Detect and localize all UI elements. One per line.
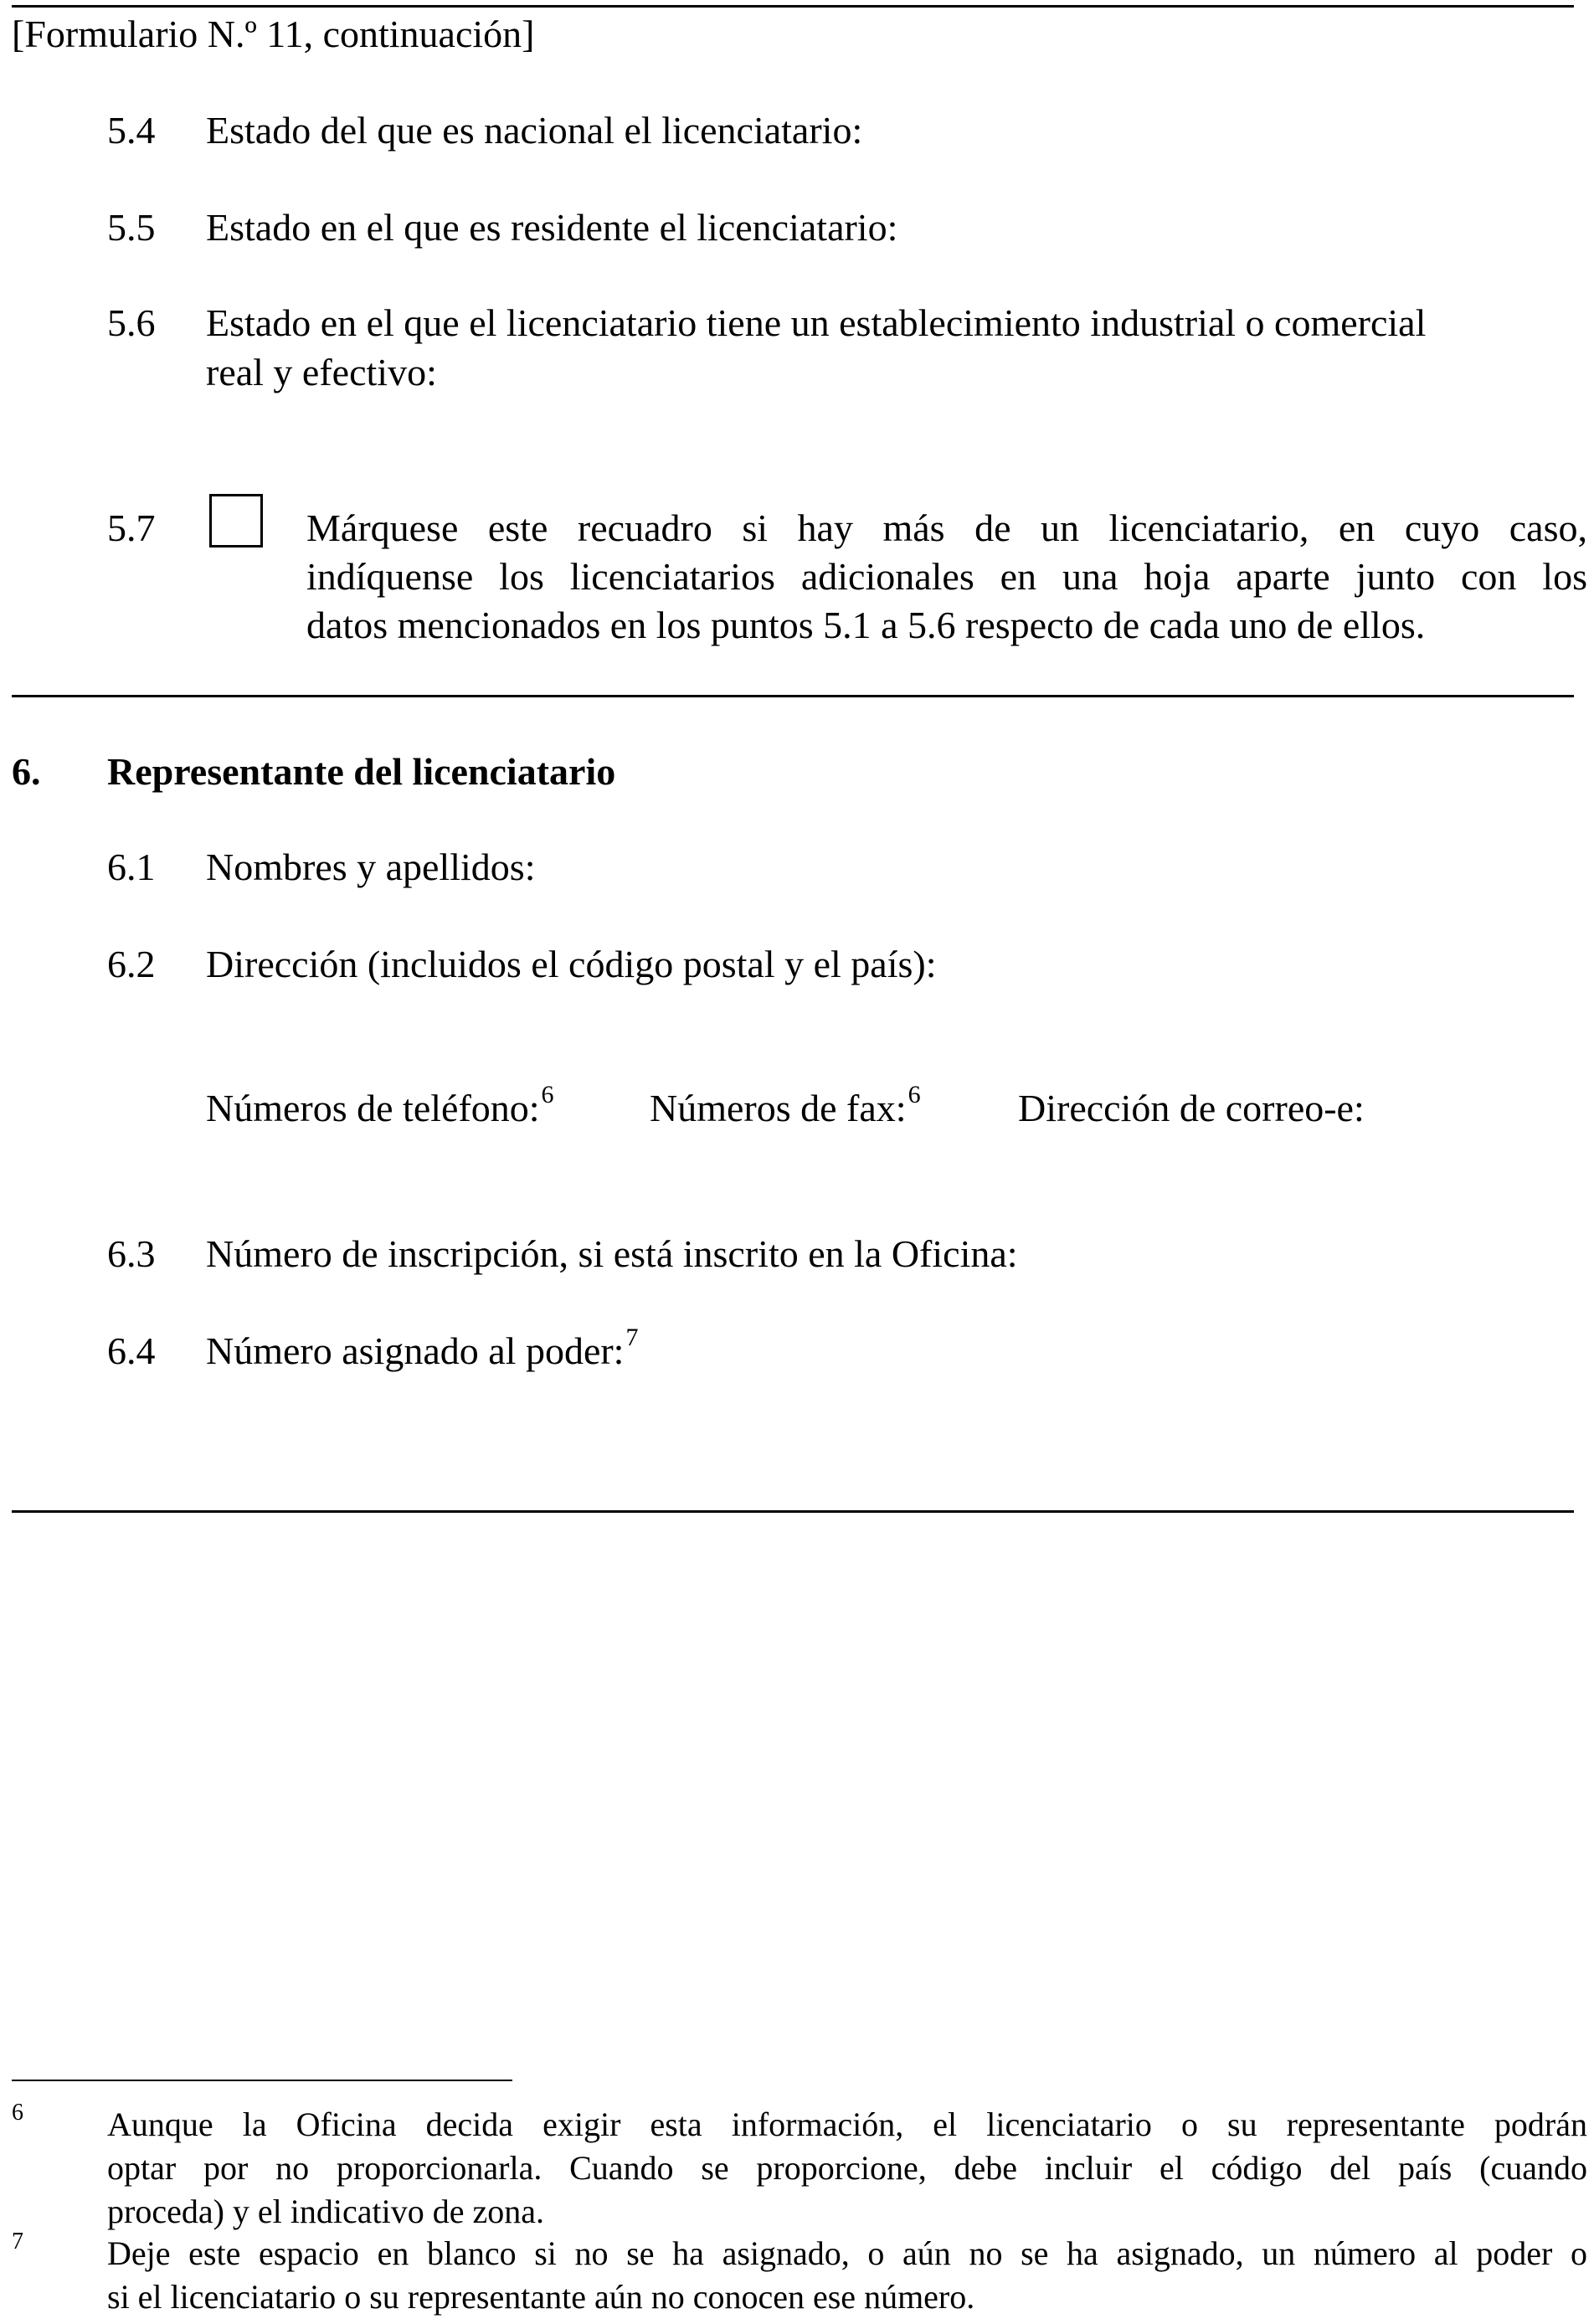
item-5-7-label-line1: Márquese este recuadro si hay más de un licenciatario, en cuyo caso, bbox=[306, 506, 1587, 549]
footnote-7-number: 7 bbox=[12, 2229, 23, 2255]
item-5-6-number: 5.6 bbox=[107, 301, 156, 344]
item-5-6-label-line2: real y efectivo: bbox=[206, 351, 437, 393]
item-5-6-label-line1: Estado en el que el licenciatario tiene un establecimiento industrial o comercial bbox=[206, 301, 1427, 344]
item-6-4-number: 6.4 bbox=[107, 1329, 156, 1372]
form-continuation-header: [Formulario N.º 11, continuación] bbox=[12, 13, 535, 55]
footnote-7-line1: Deje este espacio en blanco si no se ha asignado, o aún no se ha asignado, un número al poder o bbox=[107, 2234, 1587, 2272]
top-rule bbox=[12, 5, 1574, 8]
item-6-3-label: Número de inscripción, si está inscrito en la Oficina: bbox=[206, 1232, 1018, 1275]
footnote-ref-6: 6 bbox=[541, 1081, 554, 1108]
item-5-5-label: Estado en el que es residente el licenciatario: bbox=[206, 206, 898, 249]
item-6-2-number: 6.2 bbox=[107, 943, 156, 985]
item-5-5-number: 5.5 bbox=[107, 206, 156, 249]
footnote-6-number: 6 bbox=[12, 2100, 23, 2126]
footnote-6-line1: Aunque la Oficina decida exigir esta información, el licenciatario o su representante podrán bbox=[107, 2105, 1587, 2143]
email-label: Dirección de correo-e: bbox=[1018, 1087, 1365, 1129]
footnote-7-line2: si el licenciatario o su representante aún no conocen ese número. bbox=[107, 2278, 975, 2316]
footnote-6-line3: proceda) y el indicativo de zona. bbox=[107, 2193, 544, 2230]
section-6-title: Representante del licenciatario bbox=[107, 750, 616, 793]
item-6-1-number: 6.1 bbox=[107, 846, 156, 888]
footnote-6-line2: optar por no proporcionarla. Cuando se proporcione, debe incluir el código del país (cuando bbox=[107, 2149, 1587, 2187]
section-6-number: 6. bbox=[12, 750, 41, 793]
item-5-7-label-line3: datos mencionados en los puntos 5.1 a 5.6 respecto de cada uno de ellos. bbox=[306, 604, 1426, 646]
item-6-3-number: 6.3 bbox=[107, 1232, 156, 1275]
footnote-ref-7: 7 bbox=[625, 1324, 639, 1351]
item-6-2-label: Dirección (incluidos el código postal y el país): bbox=[206, 943, 937, 985]
item-5-7-number-text: 5.7 bbox=[107, 506, 156, 549]
footnote-separator bbox=[12, 2080, 512, 2081]
section-end-rule bbox=[12, 1510, 1574, 1513]
item-5-4-number: 5.4 bbox=[107, 109, 156, 152]
multiple-licensees-checkbox[interactable] bbox=[209, 494, 263, 548]
footnote-ref-6: 6 bbox=[908, 1081, 921, 1108]
phone-numbers-label: Números de teléfono:$^6$ bbox=[206, 1081, 554, 1129]
item-5-7-label-line2: indíquense los licenciatarios adicionales en una hoja aparte junto con los bbox=[306, 555, 1587, 598]
item-5-4-label: Estado del que es nacional el licenciatario: bbox=[206, 109, 863, 152]
item-6-4-label: Número asignado al poder:$^7$ bbox=[206, 1324, 639, 1372]
item-6-1-label: Nombres y apellidos: bbox=[206, 846, 536, 888]
section-divider bbox=[12, 695, 1574, 697]
fax-numbers-label: Números de fax:$^6$ bbox=[650, 1081, 921, 1129]
